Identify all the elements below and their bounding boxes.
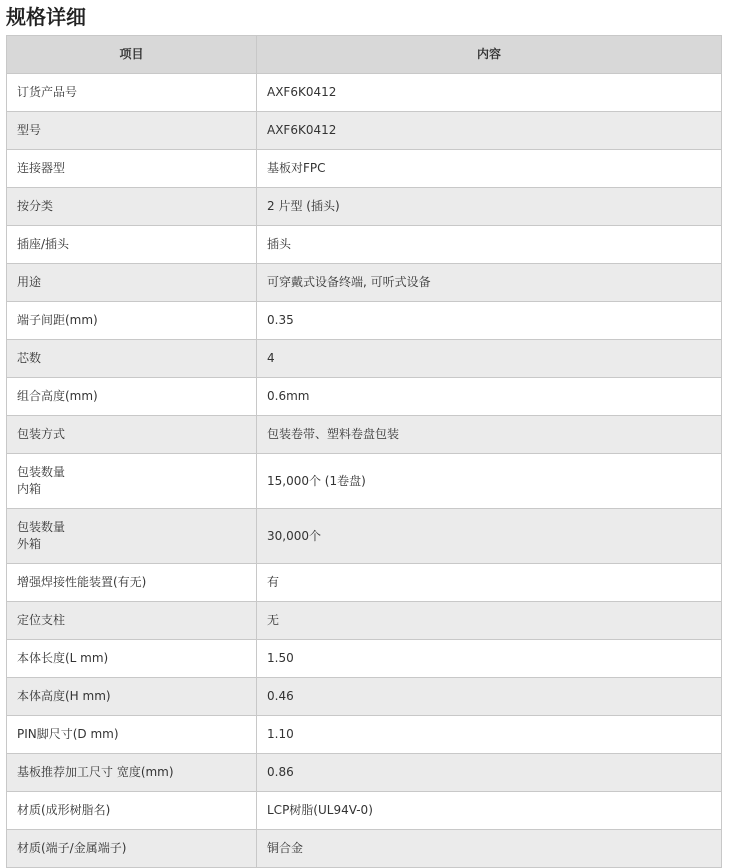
spec-value-cell: 无 xyxy=(257,602,722,640)
table-row xyxy=(7,602,722,640)
table-row xyxy=(7,792,722,830)
spec-value-cell: 2 片型 (插头) xyxy=(257,188,722,226)
spec-value-cell: 4 xyxy=(257,340,722,378)
spec-item-cell xyxy=(7,564,257,602)
table-row xyxy=(7,264,722,302)
spec-item-label: 连接器型 xyxy=(17,161,66,175)
table-row xyxy=(7,340,722,378)
spec-item-label: 插座/插头 xyxy=(17,237,70,251)
spec-item-label: 包装数量 xyxy=(17,520,66,534)
table-row xyxy=(7,378,722,416)
spec-value-cell: 1.10 xyxy=(257,716,722,754)
spec-item-label: 增强焊接性能装置(有无) xyxy=(17,575,147,589)
spec-item-cell xyxy=(7,602,257,640)
spec-item-label: 订货产品号 xyxy=(17,85,78,99)
spec-item-cell xyxy=(7,226,257,264)
spec-table xyxy=(6,35,722,868)
table-row xyxy=(7,678,722,716)
spec-item-label: 定位支柱 xyxy=(17,613,66,627)
spec-value-cell: 0.86 xyxy=(257,754,722,792)
table-row xyxy=(7,226,722,264)
spec-value-cell: 30,000个 xyxy=(257,509,722,564)
spec-item-cell xyxy=(7,74,257,112)
spec-item-cell xyxy=(7,378,257,416)
spec-item-cell xyxy=(7,830,257,868)
spec-item-cell xyxy=(7,640,257,678)
spec-item-label: 基板推荐加工尺寸 宽度(mm) xyxy=(17,765,174,779)
spec-item-label: 材质(成形树脂名) xyxy=(17,803,111,817)
table-row xyxy=(7,716,722,754)
spec-item-label: 包装数量 xyxy=(17,465,66,479)
table-row xyxy=(7,74,722,112)
spec-value-cell: 可穿戴式设备终端, 可听式设备 xyxy=(257,264,722,302)
table-row xyxy=(7,112,722,150)
spec-item-cell xyxy=(7,150,257,188)
spec-value-cell: LCP树脂(UL94V-0) xyxy=(257,792,722,830)
table-row xyxy=(7,150,722,188)
column-header-content: 内容 xyxy=(257,36,722,74)
spec-value-cell: 0.46 xyxy=(257,678,722,716)
spec-item-cell xyxy=(7,754,257,792)
spec-item-cell xyxy=(7,264,257,302)
spec-item-cell xyxy=(7,454,257,509)
table-header xyxy=(7,36,722,74)
spec-value-cell: 有 xyxy=(257,564,722,602)
spec-value-cell: 1.50 xyxy=(257,640,722,678)
spec-item-label: PIN脚尺寸(D mm) xyxy=(17,727,119,741)
spec-value-cell: 插头 xyxy=(257,226,722,264)
spec-value-cell: 包装卷带、塑料卷盘包装 xyxy=(257,416,722,454)
spec-item-label: 本体高度(H mm) xyxy=(17,689,111,703)
spec-item-cell xyxy=(7,792,257,830)
spec-value-cell: AXF6K0412 xyxy=(257,74,722,112)
table-row xyxy=(7,509,722,564)
spec-value-cell: 0.6mm xyxy=(257,378,722,416)
page-title: 规格详细 xyxy=(6,5,86,29)
spec-item-label: 用途 xyxy=(17,275,42,289)
table-row xyxy=(7,754,722,792)
spec-item-cell xyxy=(7,678,257,716)
spec-item-label: 本体长度(L mm) xyxy=(17,651,109,665)
spec-item-cell xyxy=(7,302,257,340)
table-row xyxy=(7,188,722,226)
spec-item-label: 芯数 xyxy=(17,351,42,365)
spec-value-cell: 15,000个 (1卷盘) xyxy=(257,454,722,509)
spec-item-cell xyxy=(7,416,257,454)
table-row xyxy=(7,640,722,678)
spec-item-label: 按分类 xyxy=(17,199,54,213)
spec-value-cell: 基板对FPC xyxy=(257,150,722,188)
spec-item-label: 组合高度(mm) xyxy=(17,389,98,403)
table-row xyxy=(7,454,722,509)
table-row xyxy=(7,416,722,454)
spec-item-label: 包装方式 xyxy=(17,427,66,441)
table-row xyxy=(7,302,722,340)
spec-item-cell xyxy=(7,340,257,378)
spec-value-cell: 铜合金 xyxy=(257,830,722,868)
table-body xyxy=(7,74,722,868)
table-header-row xyxy=(7,36,722,74)
column-header-item: 项目 xyxy=(7,36,257,74)
spec-item-label: 端子间距(mm) xyxy=(17,313,98,327)
spec-item-cell xyxy=(7,188,257,226)
table-row xyxy=(7,830,722,868)
spec-item-cell xyxy=(7,509,257,564)
spec-item-label: 外箱 xyxy=(17,537,42,551)
spec-value-cell: AXF6K0412 xyxy=(257,112,722,150)
spec-item-label: 型号 xyxy=(17,123,42,137)
spec-item-cell xyxy=(7,112,257,150)
table-row xyxy=(7,564,722,602)
spec-item-label: 内箱 xyxy=(17,482,42,496)
spec-item-cell xyxy=(7,716,257,754)
spec-item-label: 材质(端子/金属端子) xyxy=(17,841,127,855)
spec-value-cell: 0.35 xyxy=(257,302,722,340)
